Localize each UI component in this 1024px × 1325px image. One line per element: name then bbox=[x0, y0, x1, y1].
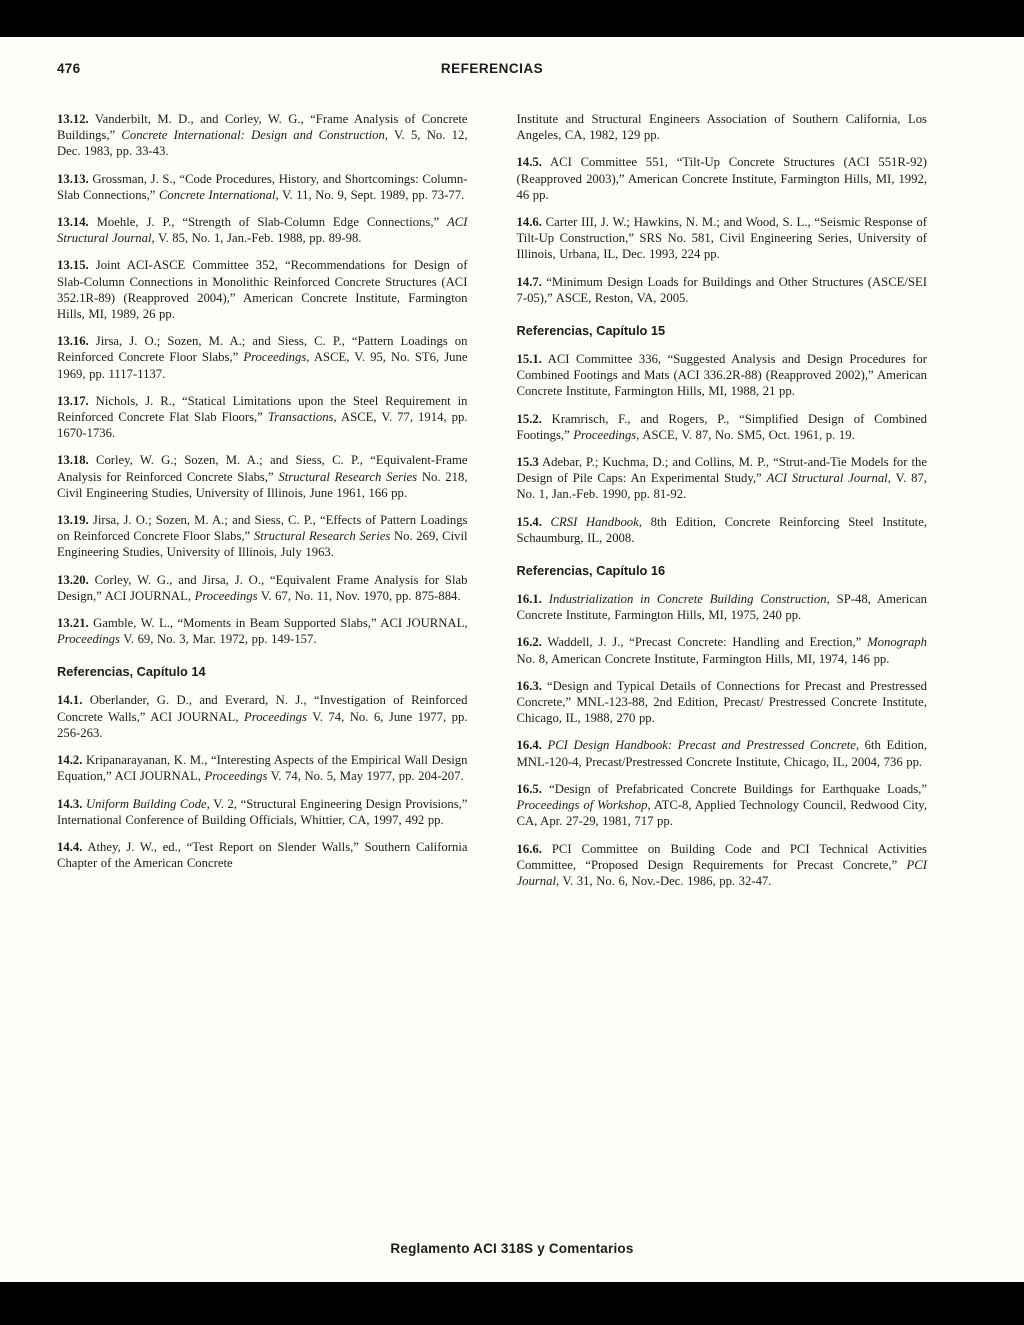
reference-text: , 8th Edition, Concrete Reinforcing Steel Institute, Schaumburg, IL, 2008. bbox=[516, 514, 927, 545]
reference-entry bbox=[57, 111, 468, 160]
reference-text: V. 67, No. 11, Nov. 1970, pp. 875-884. bbox=[257, 588, 461, 603]
reference-text: Adebar, P.; Kuchma, D.; and Collins, M. P., “Strut-and-Tie Models for the Design of Pile Caps: An Experimental Study,” bbox=[516, 455, 927, 486]
reference-text: Oberlander, G. D., and Everard, N. J., “Investigation of Reinforced Concrete Walls,” ACI JOURNAL, bbox=[57, 693, 468, 724]
right-column bbox=[517, 111, 928, 900]
reference-text: Grossman, J. S., “Code Procedures, History, and Shortcomings: Column-Slab Connections,” bbox=[57, 171, 468, 202]
reference-text: Corley, W. G., and Jirsa, J. O., “Equivalent Frame Analysis for Slab Design,” ACI JOURNAL, bbox=[57, 572, 468, 603]
reference-text: Joint ACI-ASCE Committee 352, “Recommendations for Design of Slab-Column Connections in Monolithic Reinforced Concrete Structures (ACI 352.1R-89) (Reapproved 2004),” American Concrete Institute, Farmington Hills, MI, 1989, 26 pp. bbox=[57, 258, 468, 322]
reference-text: , V. 5, No. 12, Dec. 1983, pp. 33-43. bbox=[57, 128, 468, 159]
reference-entry bbox=[57, 214, 468, 246]
reference-entry bbox=[517, 678, 928, 727]
reference-title-italic: Uniform Building Code bbox=[85, 796, 207, 811]
reference-text: No. 8, American Concrete Institute, Farmington Hills, MI, 1974, 146 pp. bbox=[516, 651, 890, 666]
reference-number: 13.12. bbox=[57, 112, 89, 126]
reference-text: No. 269, Civil Engineering Studies, University of Illinois, July 1963. bbox=[57, 529, 468, 560]
reference-number: 13.17. bbox=[57, 393, 89, 408]
reference-text: , V. 87, No. 1, Jan.-Feb. 1990, pp. 81-92. bbox=[516, 471, 927, 502]
reference-entry bbox=[57, 452, 468, 501]
reference-title-italic: Concrete International: Design and Construction bbox=[121, 128, 385, 143]
reference-entry bbox=[517, 411, 928, 443]
reference-text: Moehle, J. P., “Strength of Slab-Column Edge Connections,” bbox=[88, 215, 448, 230]
reference-text: Athey, J. W., ed., “Test Report on Slender Walls,” Southern California Chapter of the American Concrete bbox=[57, 839, 468, 871]
reference-number: 16.4. bbox=[516, 738, 542, 753]
reference-text: Carter III, J. W.; Hawkins, N. M.; and Wood, S. L., “Seismic Response of Tilt-Up Construction,” SRS No. 581, Civil Engineering Series, University of Illinois, Urbana, IL, Dec. 1993, 224 pp. bbox=[516, 215, 927, 262]
reference-text: Waddell, J. J., “Precast Concrete: Handling and Erection,” bbox=[541, 635, 868, 650]
reference-title-italic: Structural Research Series bbox=[253, 529, 391, 544]
reference-number: 16.2. bbox=[516, 635, 542, 650]
reference-entry bbox=[57, 572, 468, 604]
page-number: 476 bbox=[57, 61, 81, 76]
reference-entry bbox=[517, 634, 928, 666]
reference-number: 15.3 bbox=[516, 455, 539, 470]
page-header bbox=[57, 61, 927, 81]
reference-title-italic: Proceedings bbox=[244, 709, 307, 724]
reference-entry bbox=[57, 333, 468, 382]
reference-number: 15.2. bbox=[516, 411, 542, 426]
chapter-heading: Referencias, Capítulo 14 bbox=[57, 664, 206, 680]
reference-title-italic: CRSI Handbook bbox=[550, 514, 639, 529]
reference-text: , V. 11, No. 9, Sept. 1989, pp. 73-77. bbox=[275, 187, 465, 202]
reference-text: V. 74, No. 5, May 1977, pp. 204-207. bbox=[267, 769, 464, 784]
reference-text: , 6th Edition, MNL-120-4, Precast/Prestressed Concrete Institute, Chicago, IL, 2004, 736 pp. bbox=[516, 738, 927, 769]
reference-number: 13.14. bbox=[57, 215, 89, 230]
reference-text: “Design of Prefabricated Concrete Buildings for Earthquake Loads,” bbox=[541, 781, 927, 796]
reference-number: 16.6. bbox=[516, 841, 542, 856]
reference-text: , V. 2, “Structural Engineering Design Provisions,” International Conference of Building Officials, Whittier, CA, 1997, 492 pp. bbox=[57, 796, 468, 827]
page-footer bbox=[0, 1241, 1024, 1256]
reference-text bbox=[542, 515, 551, 529]
reference-title-italic: Proceedings bbox=[204, 769, 268, 784]
reference-number: 16.3. bbox=[516, 678, 542, 693]
reference-text: Gamble, W. L., “Moments in Beam Supported Slabs,” ACI JOURNAL, bbox=[88, 616, 468, 631]
reference-title-italic: PCI Design Handbook: Precast and Prestressed Concrete bbox=[547, 738, 856, 753]
reference-title-italic: ACI Structural Journal bbox=[766, 471, 888, 486]
reference-text bbox=[542, 592, 549, 606]
reference-number: 14.1. bbox=[57, 693, 83, 708]
reference-entry bbox=[517, 214, 928, 263]
reference-entry bbox=[57, 393, 468, 442]
reference-number: 15.1. bbox=[516, 352, 542, 367]
reference-title-italic: PCI Journal bbox=[516, 857, 927, 888]
reference-entry bbox=[57, 752, 468, 784]
footer-text: Reglamento ACI 318S y Comentarios bbox=[390, 1241, 634, 1256]
reference-entry bbox=[57, 171, 468, 203]
reference-entry bbox=[57, 796, 468, 828]
reference-number: 14.7. bbox=[516, 274, 542, 289]
reference-title-italic: ACI Structural Journal bbox=[57, 215, 468, 246]
reference-entry bbox=[517, 737, 928, 769]
reference-title-italic: Monograph bbox=[867, 635, 927, 650]
reference-number: 14.4. bbox=[57, 839, 83, 854]
reference-text: “Minimum Design Loads for Buildings and Other Structures (ASCE/SEI 7-05),” ASCE, Reston, VA, 2005. bbox=[516, 274, 927, 305]
reference-number: 14.6. bbox=[516, 215, 542, 230]
reference-text: Kramrisch, F., and Rogers, P., “Simplified Design of Combined Footings,” bbox=[516, 411, 927, 442]
reference-text: Jirsa, J. O.; Sozen, M. A.; and Siess, C. P., “Effects of Pattern Loadings on Reinforced Concrete Floor Slabs,” bbox=[57, 513, 468, 544]
reference-number: 13.16. bbox=[57, 334, 89, 349]
reference-text: , ASCE, V. 87, No. SM5, Oct. 1961, p. 19. bbox=[636, 427, 855, 442]
reference-text: , ASCE, V. 77, 1914, pp. 1670-1736. bbox=[57, 410, 468, 441]
reference-number: 15.4. bbox=[516, 514, 542, 529]
reference-number: 14.3. bbox=[57, 796, 83, 811]
reference-entry bbox=[57, 615, 468, 647]
reference-text: Institute and Structural Engineers Association of Southern California, Los Angeles, CA, 1982, 129 pp. bbox=[516, 112, 927, 143]
reference-entry bbox=[517, 154, 928, 203]
reference-title-italic: Proceedings of Workshop bbox=[516, 798, 648, 813]
reference-title-italic: Concrete International bbox=[158, 187, 276, 202]
reference-title-italic: Structural Research Series bbox=[278, 469, 418, 484]
reference-text: , ATC-8, Applied Technology Council, Redwood City, CA, Apr. 27-29, 1981, 717 pp. bbox=[516, 798, 928, 829]
reference-text: , V. 85, No. 1, Jan.-Feb. 1988, pp. 89-98. bbox=[151, 231, 362, 246]
reference-text: Nichols, J. R., “Statical Limitations upon the Steel Requirement in Reinforced Concrete Flat Slab Floors,” bbox=[57, 393, 468, 425]
reference-number: 13.20. bbox=[57, 572, 89, 587]
reference-entry bbox=[517, 111, 928, 143]
reference-text: Corley, W. G.; Sozen, M. A.; and Siess, C. P., “Equivalent-Frame Analysis for Reinforced Concrete Slabs,” bbox=[57, 453, 468, 484]
reference-title-italic: Proceedings bbox=[57, 632, 120, 647]
reference-entry bbox=[517, 274, 928, 306]
reference-number: 13.19. bbox=[57, 513, 89, 528]
reference-text: PCI Committee on Building Code and PCI Technical Activities Committee, “Proposed Design Requirements for Precast Concrete,” bbox=[516, 841, 927, 872]
reference-entry bbox=[517, 781, 928, 830]
reference-entry bbox=[57, 512, 468, 561]
reference-text: Kripanarayanan, K. M., “Interesting Aspects of the Empirical Wall Design Equation,” ACI JOURNAL, bbox=[57, 753, 468, 784]
reference-text: , V. 31, No. 6, Nov.-Dec. 1986, pp. 32-47. bbox=[555, 873, 772, 888]
reference-text: Vanderbilt, M. D., and Corley, W. G., “Frame Analysis of Concrete Buildings,” bbox=[57, 112, 468, 143]
reference-number: 16.5. bbox=[516, 781, 542, 796]
reference-entry bbox=[517, 514, 928, 546]
page-title: REFERENCIAS bbox=[440, 61, 544, 76]
reference-entry bbox=[57, 692, 468, 741]
chapter-heading: Referencias, Capítulo 15 bbox=[516, 323, 666, 339]
reference-title-italic: Proceedings bbox=[573, 427, 637, 442]
reference-entry bbox=[57, 257, 468, 322]
reference-number: 13.21. bbox=[57, 616, 89, 631]
reference-entry bbox=[57, 839, 468, 871]
reference-text: , ASCE, V. 95, No. ST6, June 1969, pp. 1117-1137. bbox=[57, 350, 468, 381]
reference-title-italic: Proceedings bbox=[243, 350, 307, 365]
reference-entry bbox=[517, 351, 928, 400]
reference-number: 13.13. bbox=[57, 171, 89, 186]
reference-text: ACI Committee 336, “Suggested Analysis and Design Procedures for Combined Footings and Mats (ACI 336.2R-88) (Reapproved 2002),” American Concrete Institute, Farmington Hills, MI, 1988, 21 pp. bbox=[516, 352, 927, 399]
chapter-heading: Referencias, Capítulo 16 bbox=[516, 563, 666, 579]
reference-number: 14.5. bbox=[516, 155, 542, 170]
reference-text: ACI Committee 551, “Tilt-Up Concrete Structures (ACI 551R-92) (Reapproved 2003),” American Concrete Institute, Farmington Hills, MI, 1992, 46 pp. bbox=[516, 155, 927, 202]
reference-title-italic: Industrialization in Concrete Building Construction bbox=[548, 592, 827, 607]
reference-entry bbox=[517, 841, 928, 890]
left-column bbox=[57, 111, 468, 900]
reference-number: 13.18. bbox=[57, 453, 89, 468]
reference-number: 14.2. bbox=[57, 753, 83, 768]
reference-title-italic: Transactions bbox=[267, 410, 334, 425]
reference-text: No. 218, Civil Engineering Studies, University of Illinois, June 1961, 166 pp. bbox=[57, 469, 468, 500]
reference-text: V. 74, No. 6, June 1977, pp. 256-263. bbox=[57, 709, 468, 740]
references-body bbox=[57, 111, 927, 900]
reference-text: V. 69, No. 3, Mar. 1972, pp. 149-157. bbox=[119, 632, 317, 647]
reference-text: , SP-48, American Concrete Institute, Farmington Hills, MI, 1975, 240 pp. bbox=[516, 592, 927, 623]
reference-title-italic: Proceedings bbox=[194, 588, 258, 603]
reference-number: 13.15. bbox=[57, 258, 89, 273]
reference-entry bbox=[517, 454, 928, 503]
reference-number: 16.1. bbox=[516, 592, 542, 607]
reference-text: “Design and Typical Details of Connections for Precast and Prestressed Concrete,” MNL-123-88, 2nd Edition, Precast/ Prestressed Concrete Institute, Chicago, IL, 1988, 270 pp. bbox=[516, 678, 927, 726]
scanned-page bbox=[0, 37, 1024, 1282]
reference-entry bbox=[517, 591, 928, 623]
reference-text: Jirsa, J. O.; Sozen, M. A.; and Siess, C. P., “Pattern Loadings on Reinforced Concrete Floor Slabs,” bbox=[57, 334, 468, 365]
